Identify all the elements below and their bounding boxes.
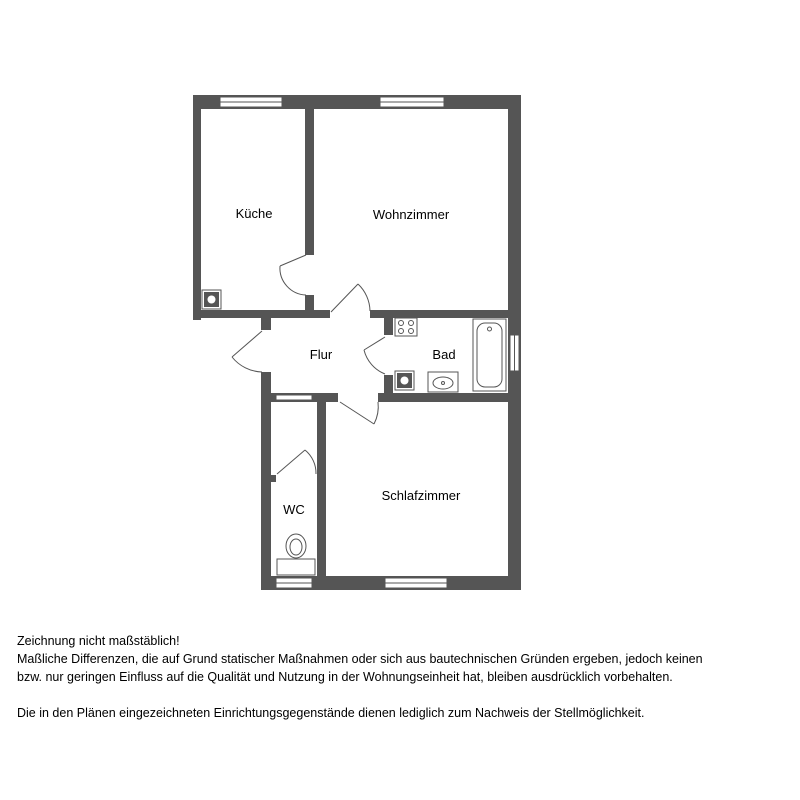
- window-bad: [510, 335, 519, 371]
- door-wohnzimmer: [331, 284, 370, 312]
- room-label-bad: Bad: [432, 347, 456, 362]
- room-label-kueche: Küche: [235, 206, 273, 221]
- shaft-kueche: [202, 290, 221, 309]
- shaft-bad: [395, 371, 414, 390]
- room-label-wohnzimmer: Wohnzimmer: [372, 207, 450, 222]
- door-schlafzimmer: [340, 402, 378, 424]
- door-entrance: [232, 331, 262, 372]
- room-label-schlafzimmer: Schlafzimmer: [381, 488, 461, 503]
- window-kueche: [220, 97, 282, 107]
- openings: [261, 255, 393, 482]
- door-bad: [364, 337, 385, 374]
- disclaimer-notes: [17, 632, 792, 722]
- fixtures: [202, 290, 506, 575]
- note-spacer: [17, 686, 792, 704]
- note-differences-1: Maßliche Differenzen, die auf Grund statischer Maßnahmen oder sich aus bautechnischen Gründen ergeben, jedoch keinen: [17, 652, 703, 666]
- note-furnishing: Die in den Plänen eingezeichneten Einrichtungsgegenstände dienen lediglich zum Nachweis der Stellmöglichkeit.: [17, 706, 645, 720]
- note-scale: Zeichnung nicht maßstäblich!: [17, 634, 180, 648]
- toilet-wc: [277, 534, 315, 575]
- window-wohnzimmer: [380, 97, 444, 107]
- washbasin: [428, 372, 458, 392]
- room-label-flur: Flur: [309, 347, 333, 362]
- bathtub: [473, 319, 506, 391]
- window-schlafzimmer: [385, 578, 447, 588]
- note-differences-2: bzw. nur geringen Einfluss auf die Qualität und Nutzung in der Wohnungseinheit hat, bleiben ausdrücklich vorbehalten.: [17, 670, 673, 684]
- washer-bad: [395, 318, 417, 336]
- door-kueche: [280, 255, 306, 295]
- window-wc: [276, 578, 312, 588]
- walls: [193, 95, 521, 590]
- room-label-wc: WC: [283, 502, 305, 517]
